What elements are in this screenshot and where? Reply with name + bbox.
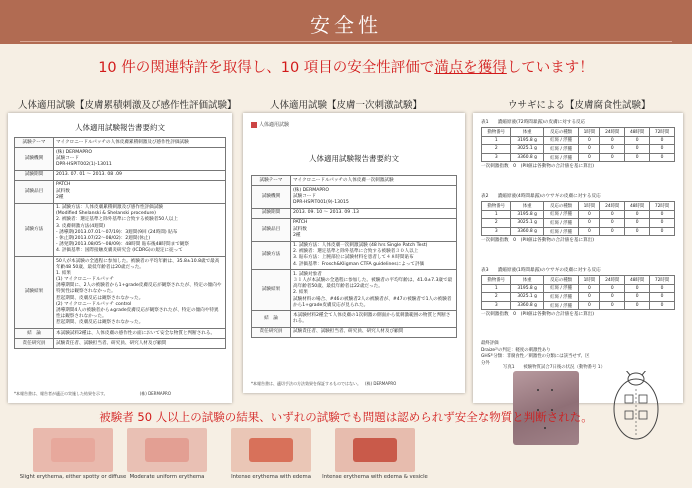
form-line: DPR-HSPIT002(1)-13011 — [56, 162, 112, 168]
rabbit-cell: 0 — [600, 210, 625, 219]
report2-logo-text: 人体適用試験 — [259, 122, 290, 128]
form-line: PATCH — [56, 182, 71, 188]
form-line: 2種 — [56, 194, 64, 200]
rabbit-cell: 3 — [482, 301, 511, 310]
note-line: Draize²⁾の判定：軽度の刺激性あり — [481, 347, 551, 353]
swatch-patch — [249, 438, 293, 462]
headline-underline: 満点を獲得 — [434, 60, 507, 76]
rabbit-cell: 3025.1 g — [511, 293, 543, 302]
rabbit-cell: 3025.1 g — [511, 219, 543, 228]
form-key: 試験方法 — [252, 241, 291, 270]
form-row — [252, 241, 457, 270]
rabbit-cell: 2 — [482, 293, 511, 302]
form-line: - 休止期(2013.07/22～08/02)：2週間(休止) — [56, 235, 151, 241]
rabbit-cell: 3 — [482, 227, 511, 236]
photo-dot — [537, 389, 539, 391]
form-row — [252, 186, 457, 209]
form-line: 1. 試験対象者 — [293, 271, 322, 277]
form-line: 誘導期間4人の被験者から±grade皮膚反応が観察されたが、特定の傾向や特異性は観察されなかった。 — [56, 308, 219, 320]
rabbit-cell: 紅斑 / 浮腫 — [543, 153, 579, 162]
rabbit-skin-photo — [513, 371, 579, 445]
form-value — [291, 270, 457, 311]
form-line: 3. 貼布方法：上腕部位に試験材料を患者して４８時間貼布 — [293, 255, 414, 261]
form-value — [54, 257, 226, 329]
table-row — [482, 136, 675, 145]
rabbit-cell: 0 — [579, 293, 600, 302]
swatch-label: Slight erythema, either spotty or diffuse — [19, 474, 127, 480]
report2-table — [251, 175, 457, 338]
rabbit-cell: 0 — [650, 227, 675, 236]
rabbit-cell: 3025.1 g — [511, 145, 543, 154]
rabbit-cell: 0 — [600, 227, 625, 236]
rabbit-cell: 0 — [650, 293, 675, 302]
report2-title: 人体適用試験報告書要約文 — [309, 154, 399, 163]
swatch-label: Intense erythema with edema — [231, 474, 311, 480]
table-row — [482, 153, 675, 162]
rabbit-head-cell: 体重 — [511, 276, 543, 285]
form-line: (Modified Shelanski & Shelanski procedure) — [56, 211, 156, 217]
form-line: DPR-HSPIT001(9)-13015 — [293, 200, 349, 206]
header-rule — [20, 41, 672, 42]
rabbit-cell: 0 — [600, 219, 625, 228]
form-line: - 誘導期(2013.07.01～07/19)：3週間(9回 (24時間) 貼布 — [56, 229, 178, 235]
form-value — [54, 339, 226, 349]
rabbit-cell: 0 — [625, 136, 650, 145]
form-row — [252, 208, 457, 218]
form-line: 試料数 — [56, 188, 70, 194]
rabbit-cell: 紅斑 / 浮腫 — [543, 145, 579, 154]
report2-footnote: *本報告書は、適切手法の方法効果を保証するものではない。 (株) DERMAPRO — [251, 381, 397, 386]
rabbit-head-cell: 体重 — [511, 202, 543, 211]
rabbit-cell: 0 — [579, 145, 600, 154]
rabbit-head-cell: 48時間 — [625, 128, 650, 137]
form-line: PATCH — [293, 220, 308, 226]
form-value — [54, 138, 226, 148]
photo-dot — [551, 389, 553, 391]
erythema-swatch-slight — [33, 428, 113, 472]
verdict-text: 被験者 50 人以上の試験の結果、いずれの試験でも問題は認められず安全な物質と判断された。 — [99, 410, 593, 424]
report1-table — [14, 137, 226, 349]
rabbit-table-caption: 表2 濃縮原液(4時間暴露)のウサギの皮膚に対する反応 — [481, 194, 601, 199]
form-line: (2) マイクロニードルパッチ control — [56, 301, 132, 307]
rabbit-head-cell: 72時間 — [650, 202, 675, 211]
form-line: 試験コード — [56, 155, 79, 161]
rabbit-cell: 0 — [625, 153, 650, 162]
rabbit-head-cell: 動物番号 — [482, 276, 511, 285]
rabbit-cell: 0 — [579, 153, 600, 162]
form-key: 試験方法 — [15, 203, 54, 257]
rabbit-cell: 0 — [600, 153, 625, 162]
form-key: 試験機関 — [252, 186, 291, 209]
rabbit-cell: 0 — [625, 301, 650, 310]
rabbit-cell: 0 — [650, 301, 675, 310]
form-key: 責任研究員 — [15, 339, 54, 349]
rabbit-cell: 3195.8 g — [511, 136, 543, 145]
form-line: 惹起期間、皮膚反応は観察されなかった。 — [56, 295, 144, 301]
form-line: 惹起期間、皮膚反応は観察されなかった。 — [56, 320, 144, 326]
rabbit-head-cell: 24時間 — [600, 128, 625, 137]
rabbit-head-cell: 24時間 — [600, 202, 625, 211]
rabbit-cell: 0 — [650, 210, 675, 219]
rabbit-cell: 0 — [579, 284, 600, 293]
table-row — [482, 284, 675, 293]
rabbit-cell: 0 — [625, 145, 650, 154]
erythema-swatch-intense — [231, 428, 311, 472]
report-card-1 — [8, 113, 232, 403]
form-line: 1. 試験方法：人体皮膚一次刺激試験 (48 hrs Single Patch Test) — [293, 243, 428, 248]
form-key: 試験品目 — [15, 180, 54, 203]
rabbit-cell: 0 — [600, 136, 625, 145]
rabbit-cell: 0 — [579, 219, 600, 228]
form-key: 試験期間 — [252, 208, 291, 218]
rabbit-head-cell: 動物番号 — [482, 128, 511, 137]
form-line: 1. 結果 — [56, 270, 72, 276]
form-value — [291, 327, 457, 337]
rabbit-cell: 3360.8 g — [511, 301, 543, 310]
rabbit-cell: 0 — [600, 293, 625, 302]
rabbit-cell: 0 — [600, 301, 625, 310]
rabbit-cell: 2 — [482, 145, 511, 154]
rabbit-cell: 紅斑 / 浮腫 — [543, 219, 579, 228]
rabbit-cell: 紅斑 / 浮腫 — [543, 293, 579, 302]
rabbit-cell: 3360.8 g — [511, 153, 543, 162]
form-line: - 誘発期(2013.08/05～08/09)：48時間 貼布後48時間まで観察 — [56, 242, 189, 248]
form-value — [54, 203, 226, 257]
rabbit-cell: 紅斑 / 浮腫 — [543, 210, 579, 219]
section-title-2: 人体適用試験【皮膚一次刺激試験】 — [270, 100, 423, 111]
form-key: 試験品目 — [252, 218, 291, 241]
rabbit-head-cell: 1時間 — [579, 202, 600, 211]
form-row — [252, 311, 457, 327]
swatch-label: Intense erythema with edema & vesicle — [322, 474, 428, 480]
rabbit-table-caption: 表1 濃縮原液(72時間暴露)の皮膚に対する反応 — [481, 120, 586, 125]
form-line: 3. 皮膚刺激方法(4週間) — [56, 223, 106, 229]
form-value — [291, 241, 457, 270]
rabbit-table-block — [481, 119, 675, 169]
form-line: 試料数 — [293, 226, 307, 232]
rabbit-table-head — [482, 128, 675, 137]
rabbit-head-cell: 72時間 — [650, 128, 675, 137]
form-line: (株) DERMAPRO — [56, 149, 92, 155]
form-line: 50人が本試験の全過程に参加した。被験者の平均年齢は、35.8±10.8歳で最高年齢48 50歳、最低年齢者は20歳だった。 — [56, 258, 220, 270]
form-row — [252, 327, 457, 337]
form-value — [291, 218, 457, 241]
form-row — [15, 329, 226, 339]
rabbit-cell: 紅斑 / 浮腫 — [543, 136, 579, 145]
form-key: 試験テーマ — [252, 176, 291, 186]
rabbit-cell: 0 — [650, 136, 675, 145]
table-row — [482, 301, 675, 310]
form-line: 4. 評価基準：国際接触皮膚炎研究会 (ICDRG)の規定に従って — [56, 248, 183, 254]
rabbit-cell: 0 — [579, 210, 600, 219]
rabbit-cell: 0 — [600, 284, 625, 293]
form-key: 試験テーマ — [15, 138, 54, 148]
section-title-1: 人体適用試験【皮膚累積刺激及び感作性評価試験】 — [18, 100, 237, 111]
form-key: 試験機関 — [15, 148, 54, 171]
report1-title: 人体適用試験報告書要約文 — [75, 123, 165, 132]
form-line: ３１人が本試験の全過程に参加した。被験者の平均年齢は、41.0±7.3歳で最高年齢者50歳、最低年齢者は22歳だった。 — [293, 277, 453, 290]
rabbit-head-cell: 1時間 — [579, 128, 600, 137]
form-value — [291, 311, 457, 327]
form-line: 2種 — [293, 232, 301, 238]
note-line: 最終評価 — [481, 341, 499, 346]
headline-prefix: 10 件の関連特許を取得し、10 項目の安全性評価で — [98, 60, 435, 76]
form-row — [15, 203, 226, 257]
erythema-swatch-moderate — [127, 428, 207, 472]
rabbit-cell: 紅斑 / 浮腫 — [543, 227, 579, 236]
rabbit-head-cell: 48時間 — [625, 276, 650, 285]
rabbit-cell: 3360.8 g — [511, 227, 543, 236]
rabbit-cell: 1 — [482, 210, 511, 219]
rabbit-cell: 0 — [625, 293, 650, 302]
rabbit-cell: 0 — [650, 219, 675, 228]
form-row — [252, 270, 457, 311]
rabbit-cell: 紅斑 / 浮腫 — [543, 284, 579, 293]
form-line: 本試験試料2種は、人体皮膚の感作性の面において安全な物質と判断される。 — [56, 330, 216, 336]
rabbit-cell: 0 — [625, 210, 650, 219]
form-value — [54, 329, 226, 339]
rabbit-table — [481, 275, 675, 310]
form-value — [291, 186, 457, 209]
table-row — [482, 219, 675, 228]
rabbit-cell: 0 — [650, 153, 675, 162]
rabbit-cell: 0 — [625, 219, 650, 228]
form-value — [54, 170, 226, 180]
rabbit-head-cell: 反応の種類 — [543, 128, 579, 137]
form-key: 試験期間 — [15, 170, 54, 180]
swatch-patch — [51, 438, 95, 462]
report2-logo — [251, 121, 289, 128]
form-row — [252, 176, 457, 186]
form-line: (1) マイクロニードルパッチ — [56, 277, 114, 283]
form-line: マイクロニードルパッチの人体皮膚累積刺激及び感作性評価試験 — [56, 139, 189, 145]
form-value — [291, 176, 457, 186]
report-card-2 — [243, 113, 465, 393]
page-header — [0, 0, 692, 44]
swatch-label: Moderate uniform erythema — [129, 474, 205, 480]
rabbit-cell: 0 — [650, 145, 675, 154]
rabbit-cell: 0 — [579, 227, 600, 236]
form-line: マイクロニードルパッチの人体皮膚一次刺激試験 — [293, 177, 394, 183]
rabbit-diagram-icon — [601, 371, 671, 445]
rabbit-head-cell: 1時間 — [579, 276, 600, 285]
rabbit-cell: 1 — [482, 284, 511, 293]
form-line: 誘導期間に、2人の被験者から1+grade皮膚反応が観察されたが、特定の傾向や特異性は観察されなかった。 — [56, 283, 222, 295]
rabbit-cell: 3195.8 g — [511, 210, 543, 219]
headline — [0, 56, 692, 77]
report1-footnote: *本報告書は、報告者が適正の実施した結果を示す。 (株) DERMAPRO — [14, 391, 171, 396]
rabbit-head-cell: 反応の種類 — [543, 276, 579, 285]
form-line: 試験責任者、試験担当者、研究員、研究人材及び顧問 — [56, 340, 167, 346]
rabbit-head-cell: 体重 — [511, 128, 543, 137]
form-line: (株) DERMAPRO — [293, 187, 329, 193]
rabbit-table-caption: 表3 濃縮原液(1時間暴露)のウサギの皮膚に対する反応 — [481, 268, 601, 273]
form-row — [15, 257, 226, 329]
form-value — [54, 148, 226, 171]
page-title: 安全性 — [310, 13, 382, 37]
logo-mark-icon — [251, 122, 257, 128]
note-line: GHS³⁾分類：非腐食性／刺激性の分類には該当せず、区分外 — [481, 354, 590, 366]
rabbit-cell: 3195.8 g — [511, 284, 543, 293]
form-value — [54, 180, 226, 203]
rabbit-cell: 0 — [650, 284, 675, 293]
form-line: 4. 評価基準：Frosch&Kligman CTFA guidelinesによって評価 — [293, 261, 425, 267]
swatch-patch — [145, 438, 189, 462]
rabbit-cell: 3 — [482, 153, 511, 162]
form-row — [15, 138, 226, 148]
rabbit-head-cell: 24時間 — [600, 276, 625, 285]
rabbit-cell: 0 — [625, 284, 650, 293]
form-line: 2. 被験者：選定基準と除外基準に合致する被験者３０人以上 — [293, 249, 419, 255]
table-row — [482, 227, 675, 236]
rabbit-table-summary: 一次刺激指数 0 (PII値は各動物の合計値を基に算出) — [481, 238, 595, 244]
table-row — [482, 210, 675, 219]
form-row — [15, 180, 226, 203]
form-line: 試験コード — [293, 193, 316, 199]
rabbit-table-head — [482, 202, 675, 211]
form-line: 本試験材料2種全て人体皮膚の1次刺激の側面から低刺激範囲の物質と判断される。 — [293, 312, 451, 325]
rabbit-table — [481, 201, 675, 236]
photo-dot — [544, 427, 546, 429]
erythema-swatch-vesicle — [335, 428, 415, 472]
form-key: 結 論 — [252, 311, 291, 327]
rabbit-table-summary: 一次刺激指数 0 (PII値は各動物の合計値を基に算出) — [481, 312, 595, 318]
rabbit-cell: 1 — [482, 136, 511, 145]
headline-suffix: しています！ — [506, 60, 594, 76]
rabbit-table-block — [481, 193, 675, 243]
form-row — [15, 148, 226, 171]
rabbit-head-cell: 48時間 — [625, 202, 650, 211]
rabbit-cell: 紅斑 / 浮腫 — [543, 301, 579, 310]
rabbit-table-summary: 一次刺激指数 0 (PII値は各動物の合計値を基に算出) — [481, 164, 595, 170]
rabbit-head-cell: 72時間 — [650, 276, 675, 285]
rabbit-cell: 0 — [579, 301, 600, 310]
form-row — [15, 339, 226, 349]
rabbit-cell: 0 — [625, 227, 650, 236]
rabbit-cell: 2 — [482, 219, 511, 228]
form-line: 1. 試験方法：人体皮膚累積刺激及び感作性評価試験 — [56, 205, 163, 210]
table-row — [482, 293, 675, 302]
form-row — [252, 218, 457, 241]
section-title-3: ウサギによる【皮膚腐食性試験】 — [508, 100, 651, 111]
form-line: 試験責任者、試験担当者、研究員、研究人材及び顧問 — [293, 329, 404, 335]
form-line: 2013. 09. 10 ～ 2013. 09 .13 — [293, 210, 359, 216]
rabbit-head-cell: 反応の種類 — [543, 202, 579, 211]
report-card-3 — [473, 113, 683, 403]
rabbit-table-head — [482, 276, 675, 285]
form-row — [15, 170, 226, 180]
form-value — [291, 208, 457, 218]
table-row — [482, 145, 675, 154]
rabbit-cell: 0 — [600, 145, 625, 154]
form-line: 2013. 07. 01 ～ 2013. 08 .09 — [56, 172, 122, 178]
form-key: 責任研究員 — [252, 327, 291, 337]
form-line: 2. 結果 — [293, 290, 309, 296]
form-key: 結 論 — [15, 329, 54, 339]
rabbit-cell: 0 — [579, 136, 600, 145]
form-line: 試験材料の場合、#46の被験者2人の被験者が、#47の被験者で1人の被験者から1+grade皮膚反応が見られた。 — [293, 296, 452, 308]
swatch-patch — [353, 438, 397, 462]
photo-caption: 写真1 被験物質試合7日後の状況（動物番号 1） — [503, 365, 605, 370]
form-key: 試験結果 — [252, 270, 291, 311]
rabbit-head-cell: 動物番号 — [482, 202, 511, 211]
form-line: 2. 被験者：選定基準と除外基準に合致する被験者50人以上 — [56, 217, 178, 223]
rabbit-table-block — [481, 267, 675, 317]
form-key: 試験結果 — [15, 257, 54, 329]
rabbit-table — [481, 127, 675, 162]
